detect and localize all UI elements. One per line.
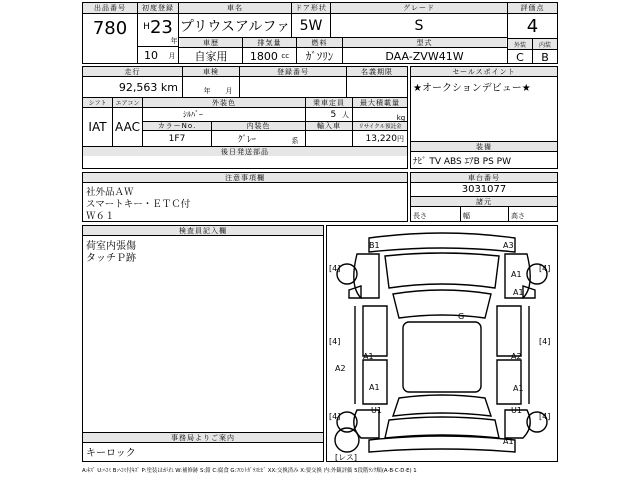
mileage-unit: km	[160, 81, 178, 94]
inspection-month: 月	[225, 87, 233, 95]
mark-a1-rear: A1	[503, 437, 514, 446]
usage: 自家用	[194, 50, 228, 63]
color-no-label: カラーNo.	[143, 122, 211, 130]
ac: AAC	[115, 120, 140, 134]
mark-a2-right: A2	[511, 352, 522, 361]
interior-label: 内装	[533, 39, 557, 49]
mark-a3: A3	[503, 241, 514, 250]
reg-month: 10	[144, 48, 158, 62]
sales-point: ★オークションデビュー★	[413, 83, 531, 94]
ac-label: エアコン	[113, 98, 142, 107]
displacement: 1800	[249, 49, 278, 63]
reg-year: 23	[149, 16, 173, 38]
first-reg-label: 初度登録	[138, 3, 178, 13]
width-label: 幅	[463, 212, 470, 220]
chassis-number: 3031077	[461, 183, 507, 195]
color-number: 1F7	[168, 133, 186, 144]
mileage: 92,563	[118, 81, 158, 94]
car-name-label: 車名	[179, 3, 291, 13]
era: H	[143, 22, 150, 32]
note-line-3: Ｗ６１	[86, 211, 115, 222]
note-line-2: スマートキー・ＥＴＣ付	[86, 199, 191, 210]
interior-color-label: 内装色	[212, 122, 305, 130]
fuel-label: 燃料	[297, 38, 342, 47]
lot-label: 出品番号	[83, 3, 137, 13]
mark-u1-left: U1	[371, 406, 382, 415]
lot-number: 780	[92, 17, 128, 39]
inspector-label: 検査員記入欄	[83, 226, 323, 235]
fuel: ｶﾞｿﾘﾝ	[305, 50, 334, 63]
tire-fl: 4	[332, 264, 338, 273]
mark-g: G	[458, 312, 465, 321]
sales-label: セールスポイント	[411, 67, 557, 76]
displacement-unit: cc	[281, 52, 290, 60]
car-outline	[327, 226, 557, 461]
recycle-fee: 13,220	[365, 133, 397, 144]
sales-box	[410, 66, 558, 142]
reg-no-label: 登録番号	[240, 67, 346, 76]
mark-a1-right: A1	[513, 288, 524, 297]
tire-rr: 4	[542, 412, 548, 421]
door-type: 5W	[299, 18, 323, 34]
capacity: 5	[330, 109, 337, 120]
model-code: DAA-ZVW41W	[385, 49, 464, 63]
later-parts-label: 後日発送部品	[83, 147, 407, 156]
office-note: キーロック	[86, 448, 136, 459]
tire-fr: 4	[542, 264, 548, 273]
equipment-label: 装備	[411, 142, 557, 151]
shift-label: シフト	[83, 98, 112, 107]
model-label: 型式	[343, 38, 506, 47]
load-label: 最大積載量	[353, 98, 407, 107]
exterior-label: 外装	[508, 39, 532, 49]
grade-label: グレード	[331, 3, 507, 13]
interior-grade: B	[541, 50, 549, 64]
mark-u1-right: U1	[511, 406, 522, 415]
usage-label: 車歴	[180, 38, 242, 47]
mark-a2-left: A2	[335, 364, 346, 373]
legend: A:ｷｽﾞ U:ﾍｺﾐ B:ﾍｺﾐ付ｷｽﾞ P:塗装はがれ W:補修跡 S:錆 C:腐食 G:ﾌﾛﾝﾄｶﾞﾗｽﾋﾋﾞ XX:交換済み X:要交換 内:外観評価 5段階ﾗﾝｸ順(A·B·C·D·E) 1	[82, 468, 417, 474]
door-label: ドア形状	[292, 3, 330, 13]
chassis-label: 車台番号	[411, 173, 557, 182]
load-unit: kg	[396, 113, 406, 122]
mark-a1-left-rear: A1	[369, 383, 380, 392]
interior-color-suffix: 系	[291, 137, 299, 145]
tire-ml: 4	[332, 337, 338, 346]
note-line-1: 社外品ＡＷ	[86, 187, 134, 198]
office-label: 事務局よりご案内	[83, 433, 323, 442]
inspector-line-2: タッチＰ跡	[86, 253, 136, 264]
inspection-label: 車検	[183, 67, 239, 76]
color-label: 外装色	[143, 98, 305, 107]
tire-mr: 4	[542, 337, 548, 346]
interior-color: ｸﾞﾚｰ	[237, 135, 256, 145]
capacity-unit: 人	[342, 110, 349, 119]
dims-label: 諸元	[411, 197, 557, 206]
notes-label: 注意事項欄	[83, 173, 407, 182]
equipment-list: ﾅﾋﾞ TV ABS ｴｱB PS PW	[413, 157, 511, 167]
length-label: 長さ	[413, 212, 427, 220]
height-label: 高さ	[511, 212, 525, 220]
spare-tire-note: [レス]	[335, 453, 358, 462]
exterior-grade: C	[516, 50, 524, 64]
recycle-label: リサイクル預託金	[353, 122, 407, 130]
title-label: 名義期限	[347, 67, 407, 76]
inspection-year: 年	[203, 87, 211, 95]
tire-rl: 4	[332, 412, 338, 421]
capacity-label: 乗車定員	[306, 98, 352, 107]
import-label: 輸入車	[306, 122, 352, 130]
score: 4	[526, 15, 539, 37]
mark-a1-front-right: A1	[511, 270, 522, 279]
year-unit: 年	[170, 37, 178, 45]
grade: S	[414, 18, 424, 34]
mark-b1: B1	[369, 241, 380, 250]
damage-diagram: B1 A3 A1 A1 G A1 A2 A2 A1 A1 U1 U1 A1 [4] [4] [4] [4] [4] [4] [レス]	[326, 225, 558, 462]
inspector-line-1: 荷室内張傷	[86, 241, 136, 252]
mark-a1-left-mid: A1	[363, 352, 374, 361]
shift: IAT	[88, 120, 107, 134]
car-name: プリウスアルファ	[179, 19, 291, 35]
mark-a1-right-rear: A1	[513, 384, 524, 393]
mileage-label: 走行	[83, 67, 182, 76]
recycle-unit: 円	[397, 134, 404, 143]
displacement-label: 排気量	[243, 38, 296, 47]
month-unit: 月	[168, 52, 176, 60]
score-label: 評価点	[508, 3, 557, 13]
body-color: ｼﾙﾊﾞｰ	[183, 110, 203, 119]
